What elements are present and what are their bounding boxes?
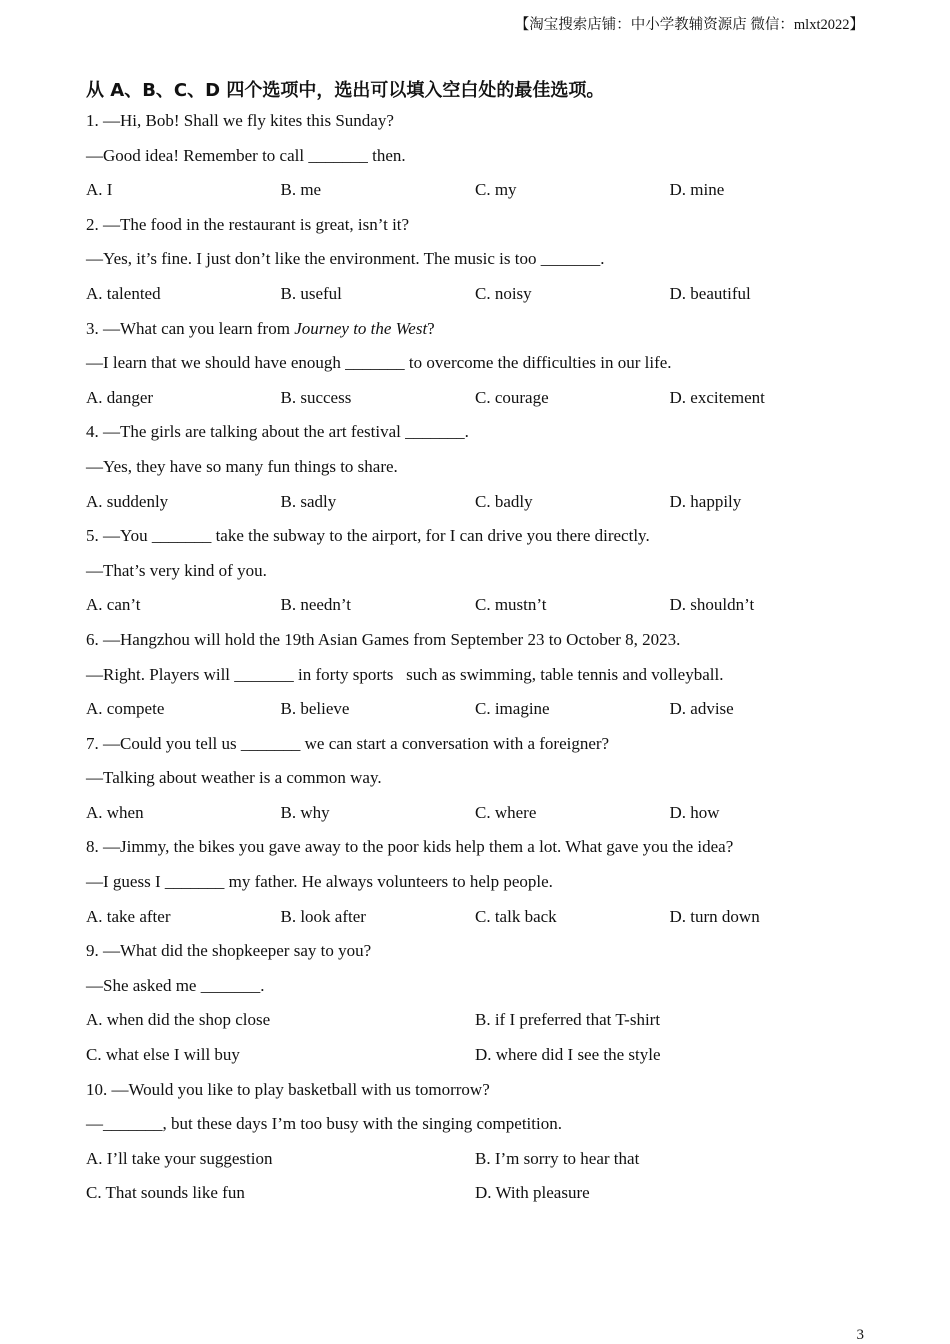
- option-d: D. shouldn’t: [669, 595, 755, 615]
- answer-line-6: —Right. Players will _______ in forty sports such as swimming, table tennis and volleyball.: [86, 664, 724, 684]
- option-c: C. my: [475, 180, 517, 200]
- options-7: [86, 800, 886, 835]
- option-a: A. I: [86, 180, 113, 200]
- option-b: B. why: [280, 802, 330, 822]
- options-9-row-2: [86, 1042, 886, 1077]
- answer-line-9: —She asked me _______.: [86, 975, 265, 995]
- page-header: 【淘宝搜索店铺：中小学教辅资源店 微信：mlxt2022】: [514, 17, 864, 33]
- option-b: B. useful: [280, 283, 342, 303]
- option-a: A. take after: [86, 906, 171, 926]
- option-a: A. talented: [86, 283, 161, 303]
- option-d: D. excitement: [669, 387, 765, 407]
- option-c: C. what else I will buy: [86, 1045, 240, 1065]
- question-3: [86, 316, 886, 351]
- option-c: C. badly: [475, 491, 533, 511]
- question-8: 8. —Jimmy, the bikes you gave away to the poor kids help them a lot. What gave you the idea?: [86, 837, 734, 857]
- options-10-row-2: [86, 1180, 886, 1215]
- answer-line-10: —_______, but these days I’m too busy with the singing competition.: [86, 1114, 562, 1134]
- option-c: C. noisy: [475, 283, 532, 303]
- option-c: C. talk back: [475, 906, 557, 926]
- options-9-row-1: [86, 1007, 886, 1042]
- answer-line-1: —Good idea! Remember to call _______ then.: [86, 145, 406, 165]
- option-b: B. I’m sorry to hear that: [475, 1148, 640, 1168]
- option-c: C. where: [475, 802, 537, 822]
- options-1: [86, 177, 886, 212]
- option-d: D. beautiful: [669, 283, 751, 303]
- option-d: D. happily: [669, 491, 742, 511]
- options-2: [86, 281, 886, 316]
- book-title: Journey to the West: [294, 318, 428, 338]
- question-4: 4. —The girls are talking about the art festival _______.: [86, 422, 469, 442]
- option-a: A. can’t: [86, 595, 141, 615]
- option-d: D. where did I see the style: [475, 1045, 661, 1065]
- options-5: [86, 592, 886, 627]
- section-instruction: 从 A、B、C、D 四个选项中，选出可以填入空白处的最佳选项。: [86, 80, 605, 101]
- option-b: B. needn’t: [280, 595, 352, 615]
- question-7: 7. —Could you tell us _______ we can start a conversation with a foreigner?: [86, 733, 610, 753]
- option-c: C. mustn’t: [475, 595, 547, 615]
- answer-line-3: —I learn that we should have enough _______ to overcome the difficulties in our life.: [86, 353, 672, 373]
- option-d: D. advise: [669, 699, 734, 719]
- answer-line-2: —Yes, it’s fine. I just don’t like the environment. The music is too _______.: [86, 249, 605, 269]
- question-10: 10. —Would you like to play basketball with us tomorrow?: [86, 1079, 490, 1099]
- option-d: D. With pleasure: [475, 1183, 590, 1203]
- answer-line-5: —That’s very kind of you.: [86, 560, 267, 580]
- option-a: A. suddenly: [86, 491, 169, 511]
- options-10-row-1: [86, 1146, 886, 1181]
- option-b: B. sadly: [280, 491, 337, 511]
- question-5: 5. —You _______ take the subway to the airport, for I can drive you there directly.: [86, 526, 650, 546]
- question-3-mark: ?: [427, 318, 435, 338]
- answer-line-4: —Yes, they have so many fun things to share.: [86, 456, 398, 476]
- option-b: B. success: [280, 387, 352, 407]
- option-b: B. me: [280, 180, 322, 200]
- option-d: D. mine: [669, 180, 725, 200]
- options-8: [86, 904, 886, 939]
- option-b: B. look after: [280, 906, 366, 926]
- option-c: C. courage: [475, 387, 549, 407]
- question-6: 6. —Hangzhou will hold the 19th Asian Games from September 23 to October 8, 2023.: [86, 629, 681, 649]
- exercise-content: [86, 78, 886, 1215]
- question-9: 9. —What did the shopkeeper say to you?: [86, 941, 372, 961]
- option-a: A. when did the shop close: [86, 1010, 271, 1030]
- option-d: D. how: [669, 802, 720, 822]
- options-3: [86, 385, 886, 420]
- options-4: [86, 489, 886, 524]
- option-b: B. if I preferred that T-shirt: [475, 1010, 661, 1030]
- option-a: A. compete: [86, 699, 165, 719]
- option-c: C. That sounds like fun: [86, 1183, 245, 1203]
- options-6: [86, 696, 886, 731]
- option-a: A. when: [86, 802, 144, 822]
- option-c: C. imagine: [475, 699, 550, 719]
- question-3-text: 3. —What can you learn from: [86, 318, 295, 338]
- option-a: A. I’ll take your suggestion: [86, 1148, 273, 1168]
- answer-line-8: —I guess I _______ my father. He always volunteers to help people.: [86, 872, 553, 892]
- question-1: 1. —Hi, Bob! Shall we fly kites this Sunday?: [86, 111, 394, 130]
- option-b: B. believe: [280, 699, 350, 719]
- answer-line-7: —Talking about weather is a common way.: [86, 768, 382, 788]
- question-2: 2. —The food in the restaurant is great, isn’t it?: [86, 214, 410, 234]
- option-a: A. danger: [86, 387, 154, 407]
- page-number: 3: [856, 1327, 864, 1343]
- option-d: D. turn down: [669, 906, 760, 926]
